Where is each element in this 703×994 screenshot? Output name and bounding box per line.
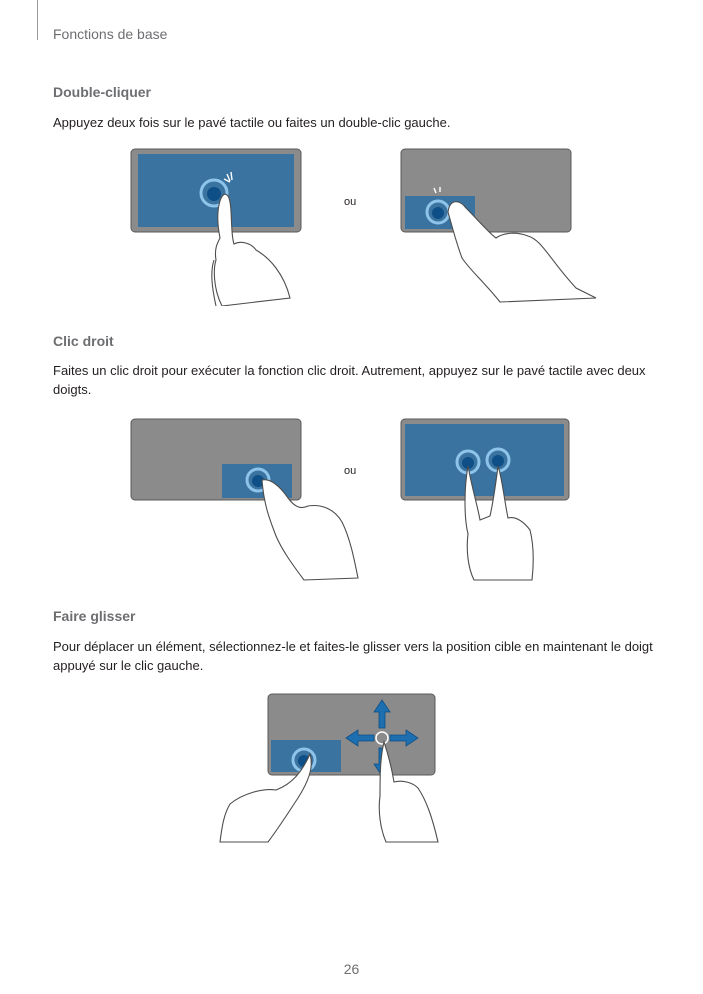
section-body-double-click: Appuyez deux fois sur le pavé tactile ou faites un double-clic gauche. <box>53 115 451 130</box>
right-click-button-illustration <box>130 418 360 582</box>
header-title: Fonctions de base <box>53 26 168 42</box>
section-title-double-click: Double-cliquer <box>53 84 152 100</box>
section-title-drag: Faire glisser <box>53 608 136 624</box>
page-margin-rule <box>37 0 38 40</box>
section-title-right-click: Clic droit <box>53 333 114 349</box>
right-click-two-finger-illustration <box>400 418 572 582</box>
drag-illustration <box>218 692 448 844</box>
double-click-full-pad-illustration <box>130 148 302 306</box>
section-body-drag: Pour déplacer un élément, sélectionnez-le et faites-le glisser vers la position cible en maintenant le doigt appuyé sur le clic gauche. <box>53 639 653 673</box>
or-label: ou <box>344 465 357 477</box>
page-number: 26 <box>343 961 360 977</box>
double-click-left-button-illustration <box>400 148 600 306</box>
or-label: ou <box>344 196 357 208</box>
section-body-right-click: Faites un clic droit pour exécuter la fonction clic droit. Autrement, appuyez sur le pavé tactile avec deux doigts. <box>53 363 646 397</box>
